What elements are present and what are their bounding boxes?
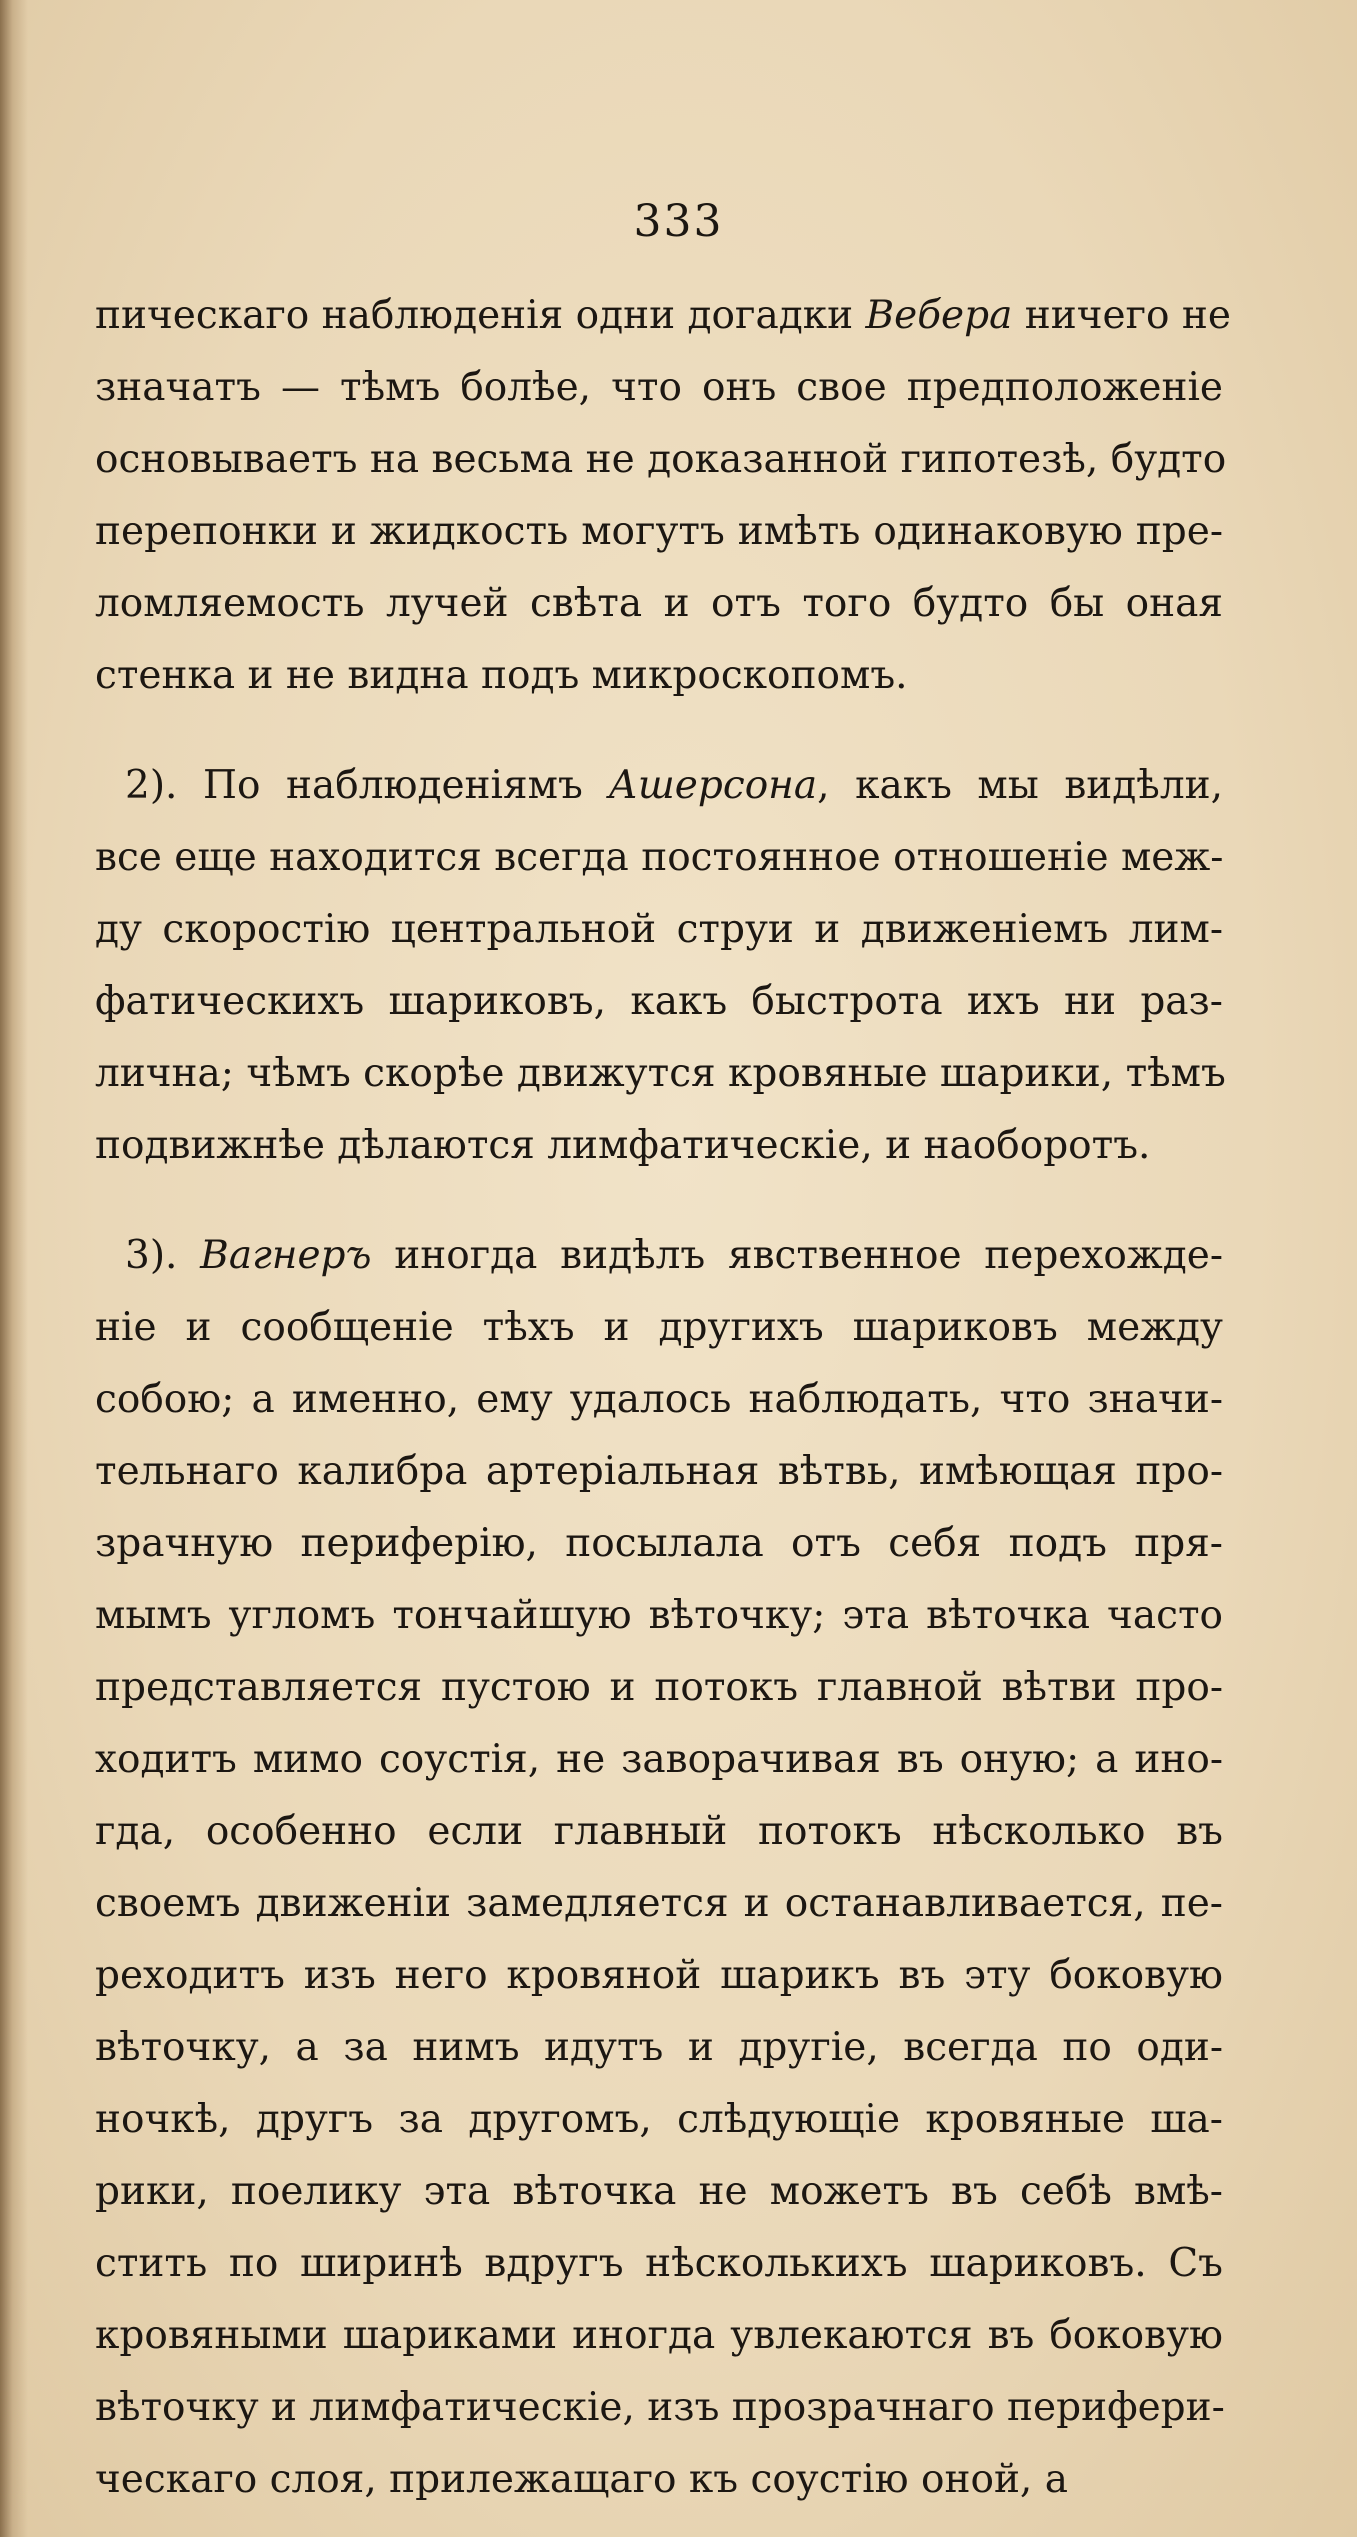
paragraph-gap — [95, 712, 1223, 750]
text-run: пическаго наблюденія одни догадки — [95, 293, 866, 338]
text-line — [95, 1724, 1223, 1796]
text-line — [95, 894, 1223, 966]
text-line — [95, 2300, 1223, 2372]
text-line — [95, 2228, 1223, 2300]
text-line — [95, 2444, 1223, 2516]
text-line — [95, 1580, 1223, 1652]
text-line — [95, 2156, 1223, 2228]
text-line — [95, 1940, 1223, 2012]
text-run: ничего не — [1012, 293, 1231, 338]
text-line — [95, 496, 1223, 568]
text-line — [95, 568, 1223, 640]
text-run: ходитъ мимо соустія, не заворачивая въ оную; а ино- — [95, 1737, 1223, 1782]
text-run: подвижнѣе дѣлаются лимфатическіе, и наоборотъ. — [95, 1123, 1151, 1168]
text-line — [95, 966, 1223, 1038]
text-run: рики, поелику эта вѣточка не можетъ въ себѣ вмѣ- — [95, 2169, 1223, 2214]
text-run: гда, особенно если главный потокъ нѣсколько въ — [95, 1809, 1223, 1854]
text-run: , какъ мы видѣли, — [817, 763, 1223, 808]
text-run: ческаго слоя, прилежащаго къ соустію оной, а — [95, 2457, 1068, 2502]
text-run: лична; чѣмъ скорѣе движутся кровяные шарики, тѣмъ — [95, 1051, 1226, 1096]
text-run: вѣточку, а за нимъ идутъ и другіе, всегда по оди- — [95, 2025, 1223, 2070]
text-line — [95, 1038, 1226, 1110]
paragraph-gap — [95, 1182, 1223, 1220]
text-run: своемъ движеніи замедляется и останавливается, пе- — [95, 1881, 1223, 1926]
body-text — [95, 280, 1231, 2516]
text-run: тельнаго калибра артеріальная вѣтвь, имѣющая про- — [95, 1449, 1223, 1494]
text-line — [95, 1292, 1223, 1364]
text-run: мымъ угломъ тончайшую вѣточку; эта вѣточка часто — [95, 1593, 1223, 1638]
page-number: 333 — [633, 196, 724, 247]
text-run: ніе и сообщеніе тѣхъ и другихъ шариковъ между — [95, 1305, 1223, 1350]
text-run: стить по ширинѣ вдругъ нѣсколькихъ шариковъ. Съ — [95, 2241, 1223, 2286]
text-run: перепонки и жидкость могутъ имѣть одинаковую пре- — [95, 509, 1223, 554]
text-run: реходитъ изъ него кровяной шарикъ въ эту боковую — [95, 1953, 1223, 1998]
text-run: ломляемость лучей свѣта и отъ того будто бы оная — [95, 581, 1223, 626]
text-line — [95, 1868, 1223, 1940]
text-run: значатъ — тѣмъ болѣе, что онъ свое предположеніе — [95, 365, 1223, 410]
text-run: ду скоростію центральной струи и движеніемъ лим- — [95, 907, 1223, 952]
page-gutter-shadow — [0, 0, 28, 2537]
text-run: стенка и не видна подъ микроскопомъ. — [95, 653, 908, 698]
text-run: фатическихъ шариковъ, какъ быстрота ихъ ни раз- — [95, 979, 1223, 1024]
text-run: 2). По наблюденіямъ — [125, 763, 609, 808]
text-line — [95, 1110, 1223, 1182]
text-run: иногда видѣлъ явственное перехожде- — [371, 1233, 1223, 1278]
italic-name: Вагнеръ — [200, 1233, 372, 1278]
text-run: представляется пустою и потокъ главной вѣтви про- — [95, 1665, 1223, 1710]
text-run: 3). — [125, 1233, 201, 1278]
text-run: собою; а именно, ему удалось наблюдать, что значи- — [95, 1377, 1223, 1422]
text-line — [95, 2012, 1223, 2084]
text-run: ночкѣ, другъ за другомъ, слѣдующіе кровяные ша- — [95, 2097, 1223, 2142]
text-line — [95, 1508, 1223, 1580]
italic-name: Вебера — [865, 293, 1013, 338]
text-run: все еще находится всегда постоянное отношеніе меж- — [95, 835, 1224, 880]
text-line — [95, 1364, 1223, 1436]
italic-name: Ашерсона — [608, 763, 818, 808]
text-line — [95, 2372, 1223, 2444]
text-run: кровяными шариками иногда увлекаются въ боковую — [95, 2313, 1223, 2358]
text-run: вѣточку и лимфатическіе, изъ прозрачнаго перифери- — [95, 2385, 1225, 2430]
text-line — [95, 1652, 1223, 1724]
text-line — [95, 280, 1231, 352]
text-line — [95, 424, 1227, 496]
text-run: основываетъ на весьма не доказанной гипотезѣ, будто — [95, 437, 1227, 482]
text-line — [95, 1436, 1223, 1508]
text-line — [95, 822, 1223, 894]
text-line — [95, 2084, 1223, 2156]
text-line — [95, 640, 1223, 712]
text-run: зрачную периферію, посылала отъ себя подъ пря- — [95, 1521, 1223, 1566]
text-line — [95, 750, 1223, 822]
text-line — [95, 1220, 1223, 1292]
text-line — [95, 352, 1223, 424]
text-line — [95, 1796, 1223, 1868]
